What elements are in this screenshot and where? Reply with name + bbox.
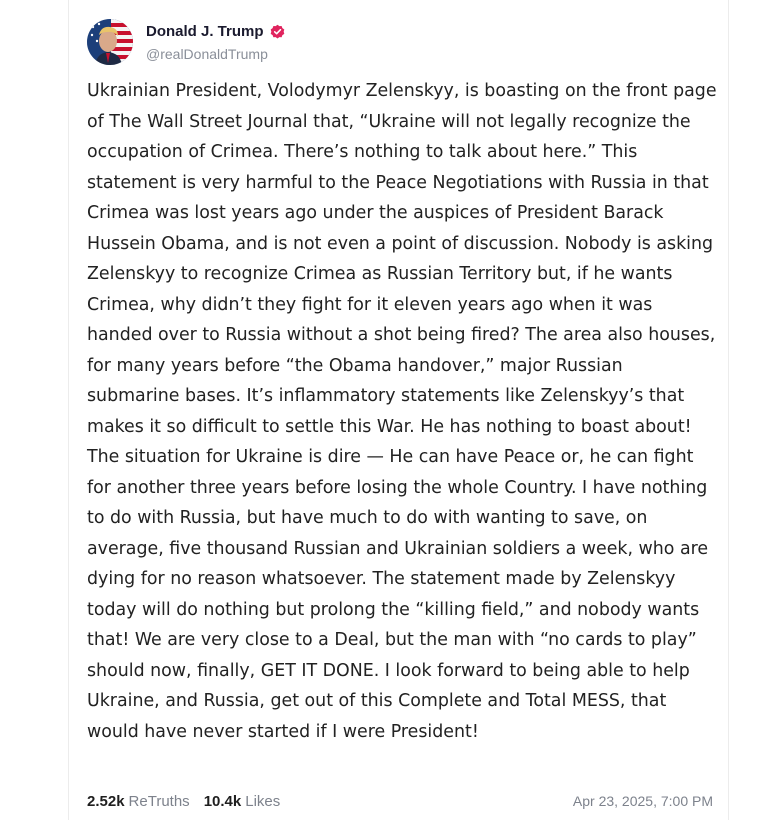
avatar-image <box>87 19 133 65</box>
retruths-count: 2.52k <box>87 792 125 810</box>
author-name-row <box>146 20 286 42</box>
post-footer <box>87 790 713 812</box>
avatar[interactable] <box>87 19 133 65</box>
author-display-name[interactable]: Donald J. Trump <box>146 22 264 40</box>
likes-count: 10.4k <box>203 792 242 810</box>
retruths-stat[interactable] <box>87 793 190 810</box>
feed-border-left <box>68 0 69 820</box>
author-handle[interactable]: @realDonaldTrump <box>146 46 268 62</box>
author-block <box>146 20 286 62</box>
feed-border-right <box>728 0 729 820</box>
verified-badge-icon <box>269 23 286 40</box>
likes-label: Likes <box>245 792 281 810</box>
likes-stat[interactable] <box>204 793 281 810</box>
post-timestamp[interactable]: Apr 23, 2025, 7:00 PM <box>572 793 713 809</box>
post-body-text: Ukrainian President, Volodymyr Zelenskyy, is boasting on the front page of The Wall Street Journal that, “Ukraine will not legally recognize the occupation of Crimea. There’s nothing to talk about here.” This statement is very harmful to the Peace Negotiations with Russia in that Crimea was lost years ago under the auspices of President Barack Hussein Obama, and is not even a point of discussion. Nobody is asking Zelenskyy to recognize Crimea as Russian Territory but, if he wants Crimea, why didn’t they fight for it eleven years ago when it was handed over to Russia without a shot being fired? The area also houses, for many years before “the Obama handover,” major Russian submarine bases. It’s inflammatory statements like Zelenskyy’s that makes it so difficult to settle this War. He has nothing to boast about! The situation for Ukraine is dire — He can have Peace or, he can fight for another three years before losing the whole Country. I have nothing to do with Russia, but have much to do with wanting to save, on average, five thousand Russian and Ukrainian soldiers a week, who are dying for no reason whatsoever. The statement made by Zelenskyy today will do nothing but prolong the “killing field,” and nobody wants that! We are very close to a Deal, but the man with “no cards to play” should now, finally, GET IT DONE. I look forward to being able to help Ukraine, and Russia, get out of this Complete and Total MESS, that would have never started if I were President! <box>87 81 717 742</box>
retruths-label: ReTruths <box>128 792 190 810</box>
